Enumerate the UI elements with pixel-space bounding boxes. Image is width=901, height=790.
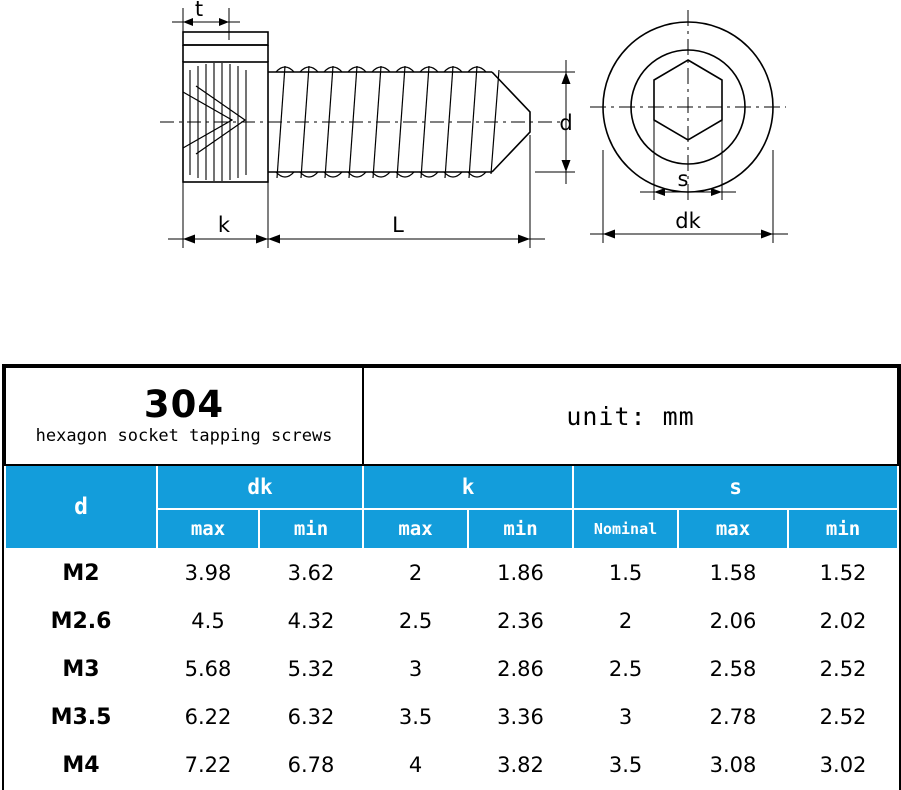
specification-table (4, 366, 899, 790)
header-k-max: max (363, 509, 468, 549)
title-material: 304 (143, 382, 225, 426)
cell-k-max: 3 (363, 645, 468, 693)
table-row (5, 645, 898, 693)
dim-label-s: s (677, 167, 689, 191)
cell-dk-min: 5.32 (259, 645, 363, 693)
cell-dk-min: 3.62 (259, 549, 363, 597)
cell-s-max: 2.78 (678, 693, 788, 741)
dim-label-dk: dk (675, 209, 701, 233)
technical-drawing (0, 0, 901, 355)
dim-label-t: t (194, 0, 204, 21)
header-dk-min: min (259, 509, 363, 549)
cell-s-min: 2.52 (788, 693, 898, 741)
cell-s-min: 3.02 (788, 741, 898, 789)
header-s-min: min (788, 509, 898, 549)
table-title-row (5, 367, 898, 465)
cell-s-max: 3.08 (678, 741, 788, 789)
cell-d: M2 (5, 549, 157, 597)
cell-k-max: 3.5 (363, 693, 468, 741)
cell-s-nominal: 1.5 (573, 549, 678, 597)
cell-k-max: 4 (363, 741, 468, 789)
cell-s-nominal: 3.5 (573, 741, 678, 789)
table-row (5, 597, 898, 645)
table-group-header-row (5, 465, 898, 509)
cell-dk-max: 5.68 (157, 645, 259, 693)
cell-d: M2.6 (5, 597, 157, 645)
header-d: d (5, 465, 157, 549)
unit-cell: unit: mm (363, 367, 898, 465)
cell-dk-max: 6.22 (157, 693, 259, 741)
header-dk: dk (157, 465, 363, 509)
cell-s-max: 2.58 (678, 645, 788, 693)
cell-s-max: 2.06 (678, 597, 788, 645)
header-s: s (573, 465, 898, 509)
header-k: k (363, 465, 573, 509)
cell-k-min: 3.82 (468, 741, 573, 789)
cell-dk-max: 3.98 (157, 549, 259, 597)
header-s-nominal: Nominal (573, 509, 678, 549)
dim-label-k: k (217, 213, 231, 237)
cell-s-min: 2.52 (788, 645, 898, 693)
cell-dk-min: 6.78 (259, 741, 363, 789)
cell-d: M4 (5, 741, 157, 789)
cell-d: M3 (5, 645, 157, 693)
header-dk-max: max (157, 509, 259, 549)
table-row (5, 741, 898, 789)
cell-s-nominal: 3 (573, 693, 678, 741)
cell-dk-max: 4.5 (157, 597, 259, 645)
screw-drawing-svg (0, 0, 901, 355)
cell-k-min: 2.36 (468, 597, 573, 645)
dim-label-d: d (559, 111, 573, 135)
dim-label-L: L (392, 213, 404, 237)
cell-s-nominal: 2.5 (573, 645, 678, 693)
cell-k-min: 3.36 (468, 693, 573, 741)
header-k-min: min (468, 509, 573, 549)
table-row (5, 693, 898, 741)
title-cell (5, 367, 363, 465)
cell-d: M3.5 (5, 693, 157, 741)
cell-dk-min: 6.32 (259, 693, 363, 741)
cell-k-max: 2 (363, 549, 468, 597)
title-product-name: hexagon socket tapping screws (35, 426, 333, 447)
cell-dk-max: 7.22 (157, 741, 259, 789)
cell-k-min: 1.86 (468, 549, 573, 597)
cell-k-max: 2.5 (363, 597, 468, 645)
cell-s-nominal: 2 (573, 597, 678, 645)
header-s-max: max (678, 509, 788, 549)
cell-dk-min: 4.32 (259, 597, 363, 645)
cell-s-min: 1.52 (788, 549, 898, 597)
specification-table-container (4, 366, 897, 790)
table-row (5, 549, 898, 597)
cell-k-min: 2.86 (468, 645, 573, 693)
cell-s-min: 2.02 (788, 597, 898, 645)
cell-s-max: 1.58 (678, 549, 788, 597)
